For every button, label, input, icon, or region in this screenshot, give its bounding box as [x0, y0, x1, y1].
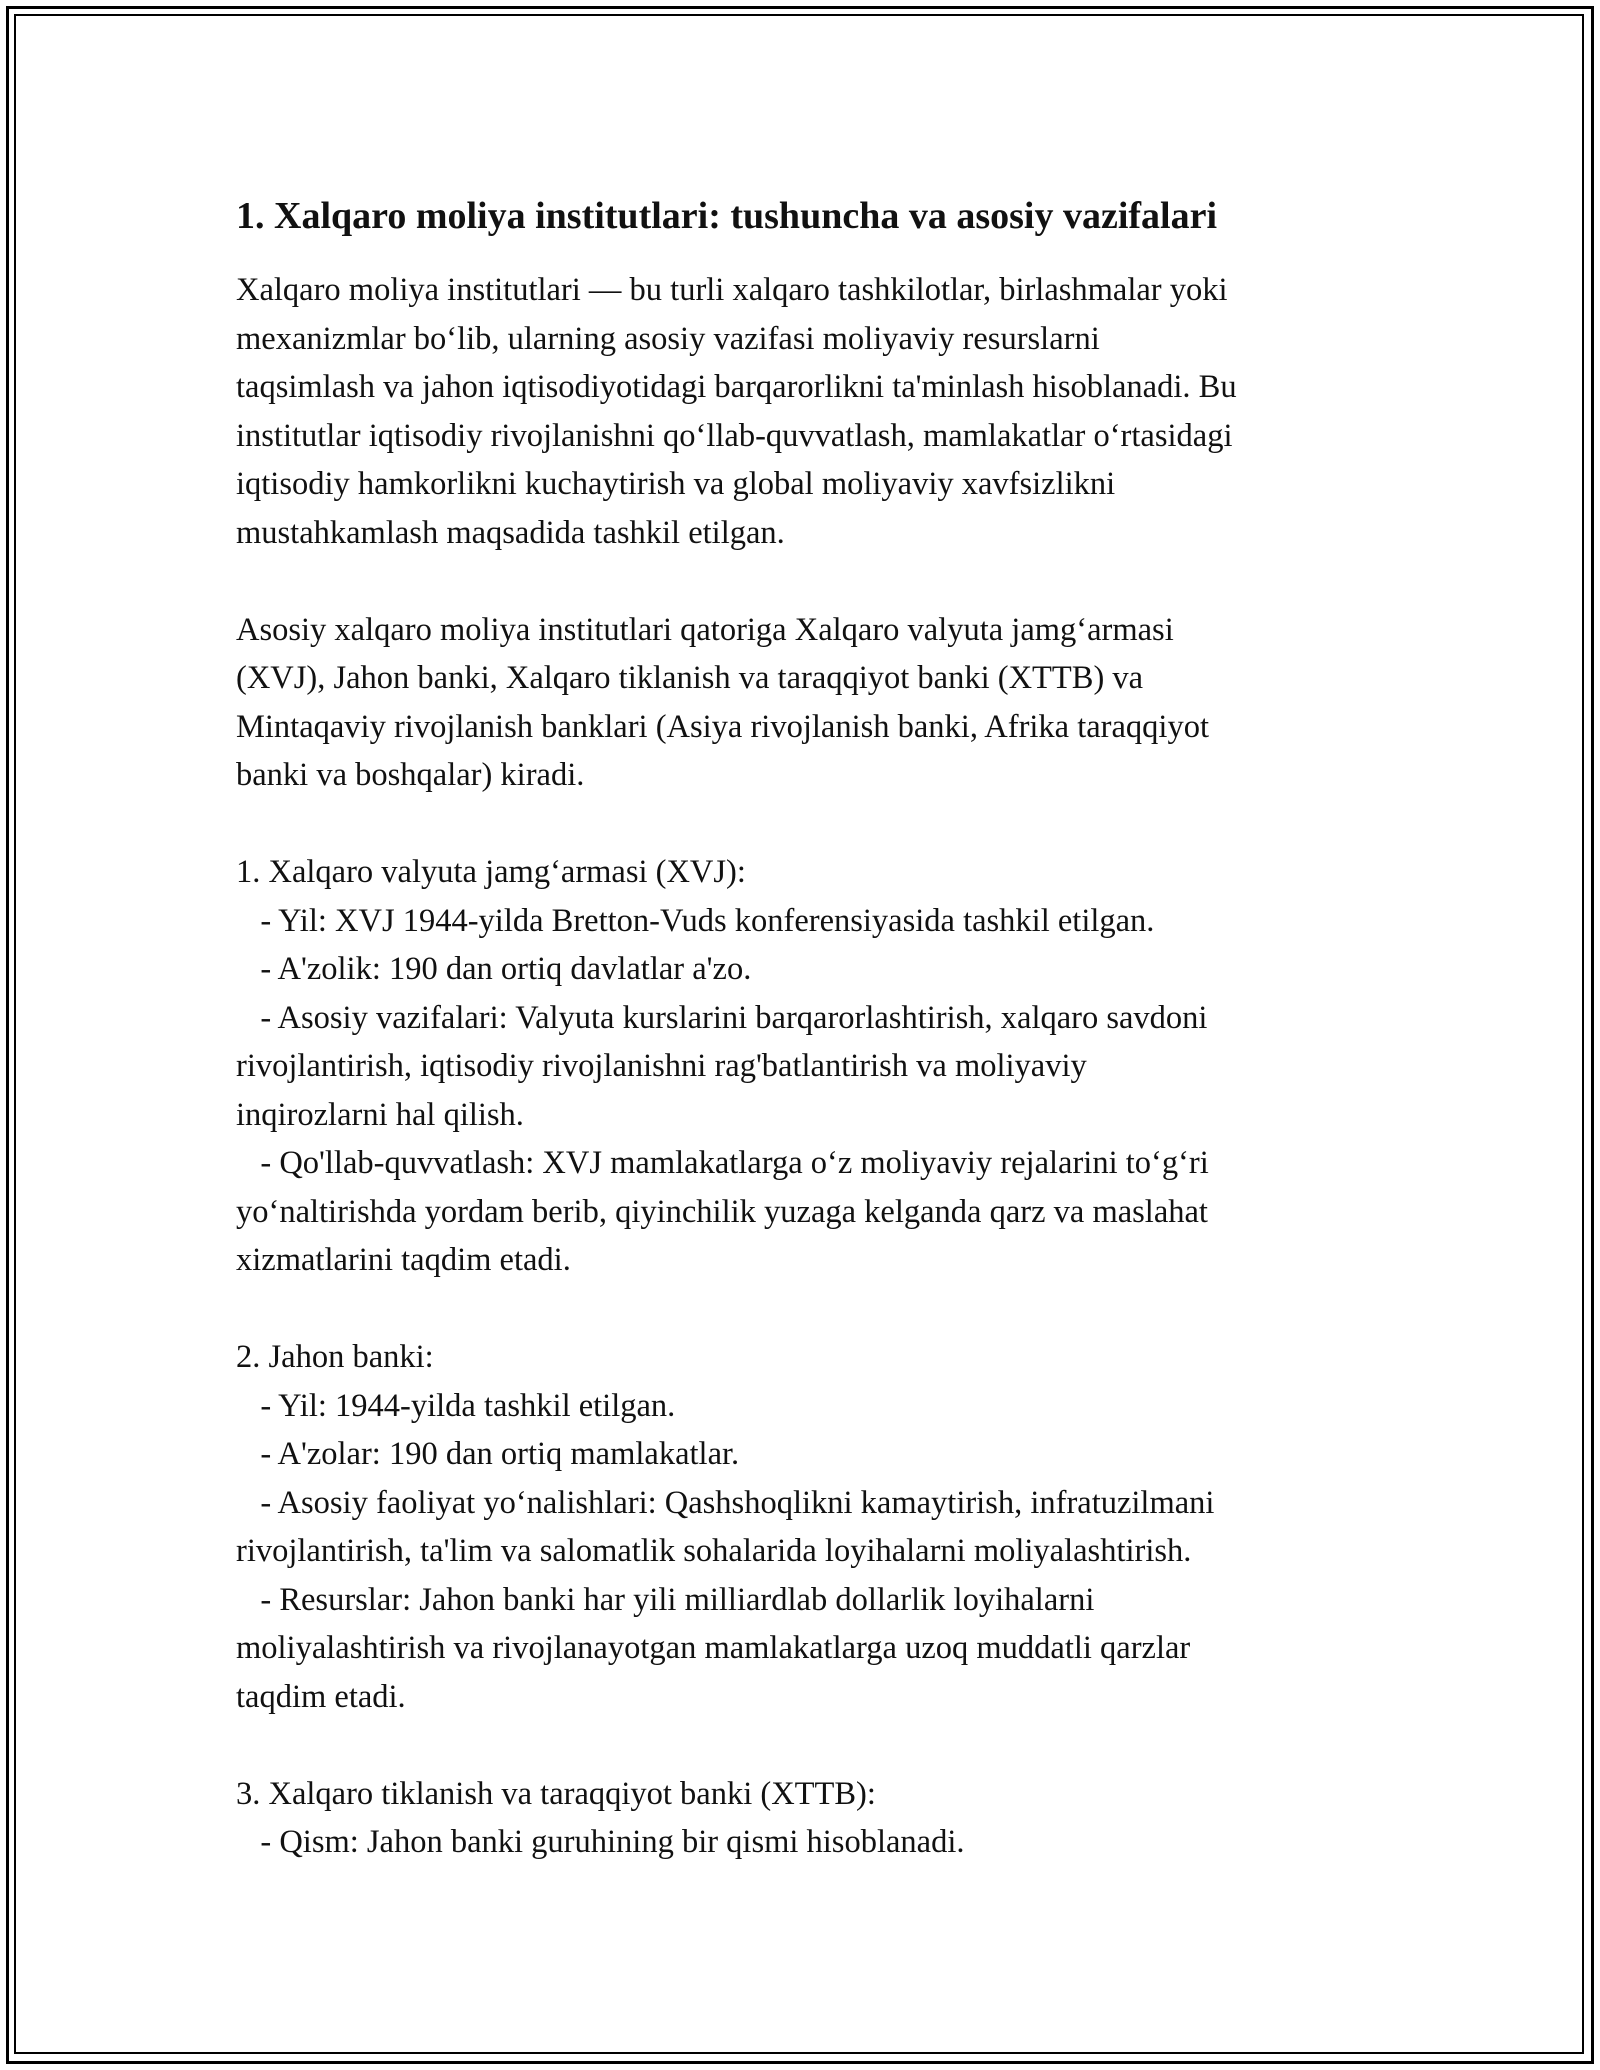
text-line: rivojlantirish, ta'lim va salomatlik sohalarida loyihalarni moliyalashtirish.: [236, 1533, 1192, 1569]
text-line: Mintaqaviy rivojlanish banklari (Asiya rivojlanish banki, Afrika taraqqiyot: [236, 708, 1209, 745]
text-line: iqtisodiy hamkorlikni kuchaytirish va global moliyaviy xavfsizlikni: [236, 466, 1116, 502]
blank-line: [236, 1285, 1396, 1334]
text-line: 1. Xalqaro valyuta jamg‘armasi (XVJ):: [236, 854, 746, 890]
blank-line: [236, 557, 1396, 606]
text-line: xizmatlarini taqdim etadi.: [236, 1242, 571, 1278]
text-line: - A'zolik: 190 dan ortiq davlatlar a'zo.: [236, 951, 752, 987]
text-line: mexanizmlar bo‘lib, ularning asosiy vazifasi moliyaviy resurslarni: [236, 320, 1100, 357]
text-line: 3. Xalqaro tiklanish va taraqqiyot banki (XTTB):: [236, 1775, 876, 1812]
text-line: yo‘naltirishda yordam berib, qiyinchilik yuzaga kelganda qarz va maslahat: [236, 1193, 1208, 1230]
text-line: banki va boshqalar) kiradi.: [236, 757, 585, 793]
blank-line: [236, 1721, 1396, 1770]
text-line: - Yil: XVJ 1944-yilda Bretton-Vuds konferensiyasida tashkil etilgan.: [236, 902, 1155, 939]
text-line: 2. Jahon banki:: [236, 1339, 434, 1375]
blank-line: [236, 800, 1396, 849]
text-line: - Qo'llab-quvvatlash: XVJ mamlakatlarga o‘z moliyaviy rejalarini to‘g‘ri: [236, 1145, 1209, 1181]
text-line: - A'zolar: 190 dan ortiq mamlakatlar.: [236, 1436, 740, 1472]
text-line: - Asosiy vazifalari: Valyuta kurslarini barqarorlashtirish, xalqaro savdoni: [236, 999, 1208, 1036]
text-line: - Yil: 1944-yilda tashkil etilgan.: [236, 1387, 676, 1424]
text-line: mustahkamlash maqsadida tashkil etilgan.: [236, 514, 785, 551]
text-line: Asosiy xalqaro moliya institutlari qatoriga Xalqaro valyuta jamg‘armasi: [236, 611, 1174, 648]
document-body: [236, 188, 1396, 1867]
text-line: (XVJ), Jahon banki, Xalqaro tiklanish va taraqqiyot banki (XTTB) va: [236, 660, 1144, 696]
section-heading: 1. Xalqaro moliya institutlari: tushuncha va asosiy vazifalari: [236, 195, 1218, 237]
text-line: - Resurslar: Jahon banki har yili milliardlab dollarlik loyihalarni: [236, 1581, 1095, 1618]
text-line: taqsimlash va jahon iqtisodiyotidagi barqarorlikni ta'minlash hisoblanadi. Bu: [236, 369, 1237, 405]
text-line: Xalqaro moliya institutlari — bu turli xalqaro tashkilotlar, birlashmalar yoki: [236, 272, 1228, 308]
text-block: [236, 266, 1396, 1867]
text-line: rivojlantirish, iqtisodiy rivojlanishni rag'batlantirish va moliyaviy: [236, 1048, 1087, 1084]
text-line: taqdim etadi.: [236, 1678, 406, 1715]
text-line: inqirozlarni hal qilish.: [236, 1096, 524, 1133]
text-line: moliyalashtirish va rivojlanayotgan mamlakatlarga uzoq muddatli qarzlar: [236, 1630, 1191, 1666]
text-line: - Qism: Jahon banki guruhining bir qismi hisoblanadi.: [236, 1824, 965, 1860]
text-line: - Asosiy faoliyat yo‘nalishlari: Qashshoqlikni kamaytirish, infratuzilmani: [236, 1484, 1215, 1521]
text-line: institutlar iqtisodiy rivojlanishni qo‘llab-quvvatlash, mamlakatlar o‘rtasidagi: [236, 417, 1233, 454]
